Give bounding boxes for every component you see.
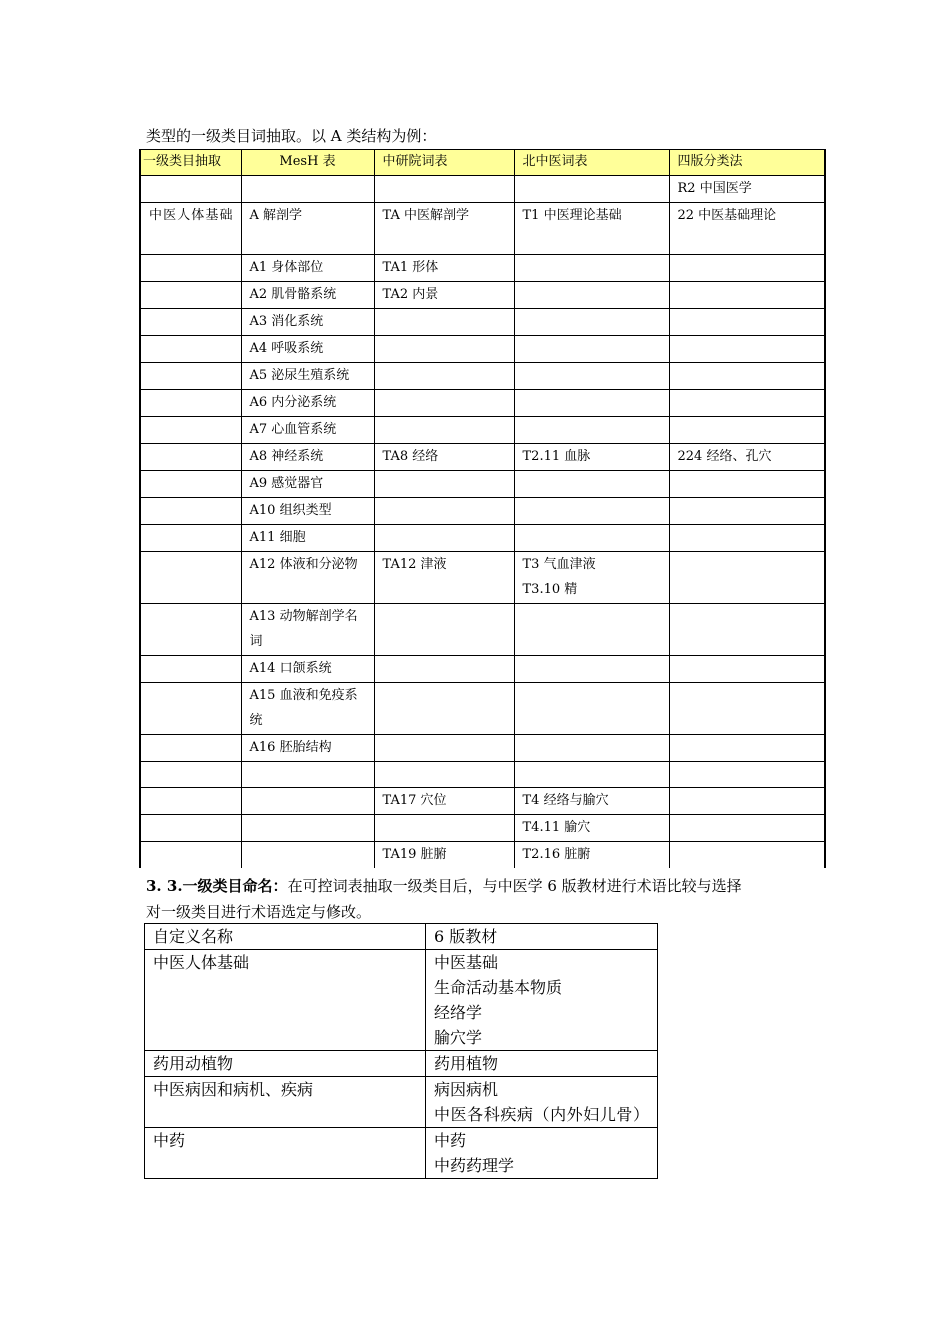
table-cell: TA12 津液 [374, 552, 514, 604]
cell-line: 中医各科疾病（内外妇儿骨） [434, 1105, 649, 1124]
table-cell [669, 336, 825, 363]
table-cell [374, 336, 514, 363]
cell-line: T3 气血津液 [522, 557, 596, 572]
table-row [140, 444, 825, 471]
table-cell [669, 552, 825, 604]
table-cell [514, 498, 669, 525]
cell-line: 中医基础 [434, 953, 499, 972]
table-cell [669, 815, 825, 842]
table-cell [374, 363, 514, 390]
table-row [140, 788, 825, 815]
table-row [145, 950, 658, 1051]
cell-line: 病因病机 [434, 1080, 499, 1099]
cell-line: 经络学 [434, 1003, 483, 1022]
table-cell: A15 血液和免疫系统 [241, 683, 374, 735]
table-cell [669, 788, 825, 815]
table-cell [669, 282, 825, 309]
table-row [140, 255, 825, 282]
table-cell: A13 动物解剖学名词 [241, 604, 374, 656]
table-cell [669, 735, 825, 762]
table-cell [426, 1051, 658, 1077]
table-cell [374, 604, 514, 656]
table-cell [140, 525, 241, 552]
table-cell [140, 788, 241, 815]
table-cell [374, 390, 514, 417]
table-cell [514, 552, 669, 604]
table-cell [241, 815, 374, 842]
table-row [145, 1051, 658, 1077]
table-cell: T2.11 血脉 [514, 444, 669, 471]
table-row [140, 203, 825, 255]
table-row [140, 683, 825, 735]
table-row [140, 309, 825, 336]
table-cell [140, 417, 241, 444]
table-row [140, 498, 825, 525]
section-text: 在可控词表抽取一级类目后，与中医学 6 版教材进行术语比较与选择 [287, 877, 742, 895]
table-cell: 药用动植物 [145, 1051, 426, 1077]
table-cell: A3 消化系统 [241, 309, 374, 336]
table-cell: TA17 穴位 [374, 788, 514, 815]
table-row [140, 471, 825, 498]
table-row [140, 525, 825, 552]
table-cell [514, 176, 669, 203]
table-cell [514, 735, 669, 762]
table-cell [140, 390, 241, 417]
table-cell [374, 176, 514, 203]
table-row [140, 282, 825, 309]
table-cell [140, 363, 241, 390]
table-cell [374, 735, 514, 762]
table-cell [374, 309, 514, 336]
table-cell [514, 282, 669, 309]
table-cell [669, 604, 825, 656]
header-cell: 中研院词表 [374, 150, 514, 176]
table-cell: A9 感觉器官 [241, 471, 374, 498]
table-row [140, 656, 825, 683]
table-cell: 中医病因和病机、疾病 [145, 1077, 426, 1128]
table-cell: T2.16 脏腑 [514, 842, 669, 869]
table-cell [514, 525, 669, 552]
table-cell [140, 842, 241, 869]
table-row [140, 363, 825, 390]
table-cell: TA1 形体 [374, 255, 514, 282]
table-cell [669, 255, 825, 282]
table-cell: A14 口颌系统 [241, 656, 374, 683]
table-cell [426, 1077, 658, 1128]
table-row [140, 552, 825, 604]
table-row [140, 417, 825, 444]
table-cell: A6 内分泌系统 [241, 390, 374, 417]
table-header-row [145, 924, 658, 950]
table-cell [426, 1128, 658, 1179]
table-cell [669, 498, 825, 525]
header-cell: 自定义名称 [145, 924, 426, 950]
table-cell [374, 656, 514, 683]
table-cell [669, 309, 825, 336]
table-cell: A11 细胞 [241, 525, 374, 552]
table-cell [514, 762, 669, 788]
table-cell: A12 体液和分泌物 [241, 552, 374, 604]
header-cell: 四版分类法 [669, 150, 825, 176]
table-cell [374, 525, 514, 552]
table-cell [514, 604, 669, 656]
table-cell [669, 363, 825, 390]
table-row [140, 390, 825, 417]
table-cell [140, 498, 241, 525]
table-cell [140, 735, 241, 762]
table-cell [140, 471, 241, 498]
section-text-continued: 对一级类目进行术语选定与修改。 [146, 903, 372, 921]
table-cell [140, 552, 241, 604]
table-cell: A7 心血管系统 [241, 417, 374, 444]
table-cell [374, 683, 514, 735]
section-heading [146, 876, 742, 896]
table-cell [514, 309, 669, 336]
section-number: 3. 3. [146, 877, 183, 895]
classification-table [139, 149, 826, 868]
table-cell [514, 390, 669, 417]
header-cell: 6 版教材 [426, 924, 658, 950]
table-cell: A4 呼吸系统 [241, 336, 374, 363]
table-cell: TA2 内景 [374, 282, 514, 309]
table-cell: TA 中医解剖学 [374, 203, 514, 255]
table-cell [140, 336, 241, 363]
table-cell [514, 471, 669, 498]
table-row [140, 176, 825, 203]
table-cell [514, 656, 669, 683]
table-cell [140, 762, 241, 788]
table-cell [514, 417, 669, 444]
cell-line: 药用植物 [434, 1054, 499, 1073]
table-cell: T4 经络与腧穴 [514, 788, 669, 815]
table-cell [669, 417, 825, 444]
table-cell [140, 282, 241, 309]
table-cell: A1 身体部位 [241, 255, 374, 282]
table-row [140, 842, 825, 869]
table-cell [374, 815, 514, 842]
table-cell [514, 683, 669, 735]
table-cell [140, 444, 241, 471]
table-cell [669, 656, 825, 683]
table-cell [669, 842, 825, 869]
table-cell [140, 255, 241, 282]
table-row [140, 762, 825, 788]
table-row [140, 815, 825, 842]
table-cell: TA8 经络 [374, 444, 514, 471]
table-cell: A2 肌骨骼系统 [241, 282, 374, 309]
table-cell [140, 604, 241, 656]
table-cell [514, 363, 669, 390]
table-cell: 224 经络、孔穴 [669, 444, 825, 471]
table-cell [140, 309, 241, 336]
table-cell [140, 815, 241, 842]
table-cell [140, 656, 241, 683]
table-cell: 中医人体基础 [140, 203, 241, 255]
table-cell [140, 176, 241, 203]
table-cell [669, 525, 825, 552]
table-cell [374, 417, 514, 444]
table-cell: TA19 脏腑 [374, 842, 514, 869]
table-cell: A8 神经系统 [241, 444, 374, 471]
table-cell [669, 471, 825, 498]
table-cell: A5 泌尿生殖系统 [241, 363, 374, 390]
cell-line: 中药药理学 [434, 1156, 515, 1175]
table-row [145, 1077, 658, 1128]
table-cell: T1 中医理论基础 [514, 203, 669, 255]
table-cell [374, 471, 514, 498]
intro-text: 类型的一级类目词抽取。以 A 类结构为例： [146, 127, 437, 145]
table-cell [514, 255, 669, 282]
table-cell [374, 762, 514, 788]
section-title: 一级类目命名： [182, 877, 288, 895]
cell-line: T3.10 精 [522, 582, 578, 597]
table-cell [140, 683, 241, 735]
table-cell [514, 336, 669, 363]
table-cell: 中药 [145, 1128, 426, 1179]
cell-line: 中药 [434, 1131, 467, 1150]
table-cell [241, 176, 374, 203]
header-cell: 北中医词表 [514, 150, 669, 176]
naming-table [144, 923, 658, 1179]
table-cell [669, 683, 825, 735]
table-row [140, 336, 825, 363]
table-cell [426, 950, 658, 1051]
table-cell: R2 中国医学 [669, 176, 825, 203]
cell-line: 生命活动基本物质 [434, 978, 563, 997]
table-header-row [140, 150, 825, 176]
table-cell: A 解剖学 [241, 203, 374, 255]
table-cell: T4.11 腧穴 [514, 815, 669, 842]
table-cell: A10 组织类型 [241, 498, 374, 525]
table-cell [669, 762, 825, 788]
table-cell: A16 胚胎结构 [241, 735, 374, 762]
table-row [140, 735, 825, 762]
table-cell [241, 762, 374, 788]
table-cell: 22 中医基础理论 [669, 203, 825, 255]
table-row [145, 1128, 658, 1179]
table-cell [241, 842, 374, 869]
header-cell: MesH 表 [241, 150, 374, 176]
cell-line: 腧穴学 [434, 1028, 483, 1047]
table-cell [374, 498, 514, 525]
table-cell [669, 390, 825, 417]
table-cell: 中医人体基础 [145, 950, 426, 1051]
table-row [140, 604, 825, 656]
table-cell [241, 788, 374, 815]
header-cell: 一级类目抽取 [140, 150, 241, 176]
